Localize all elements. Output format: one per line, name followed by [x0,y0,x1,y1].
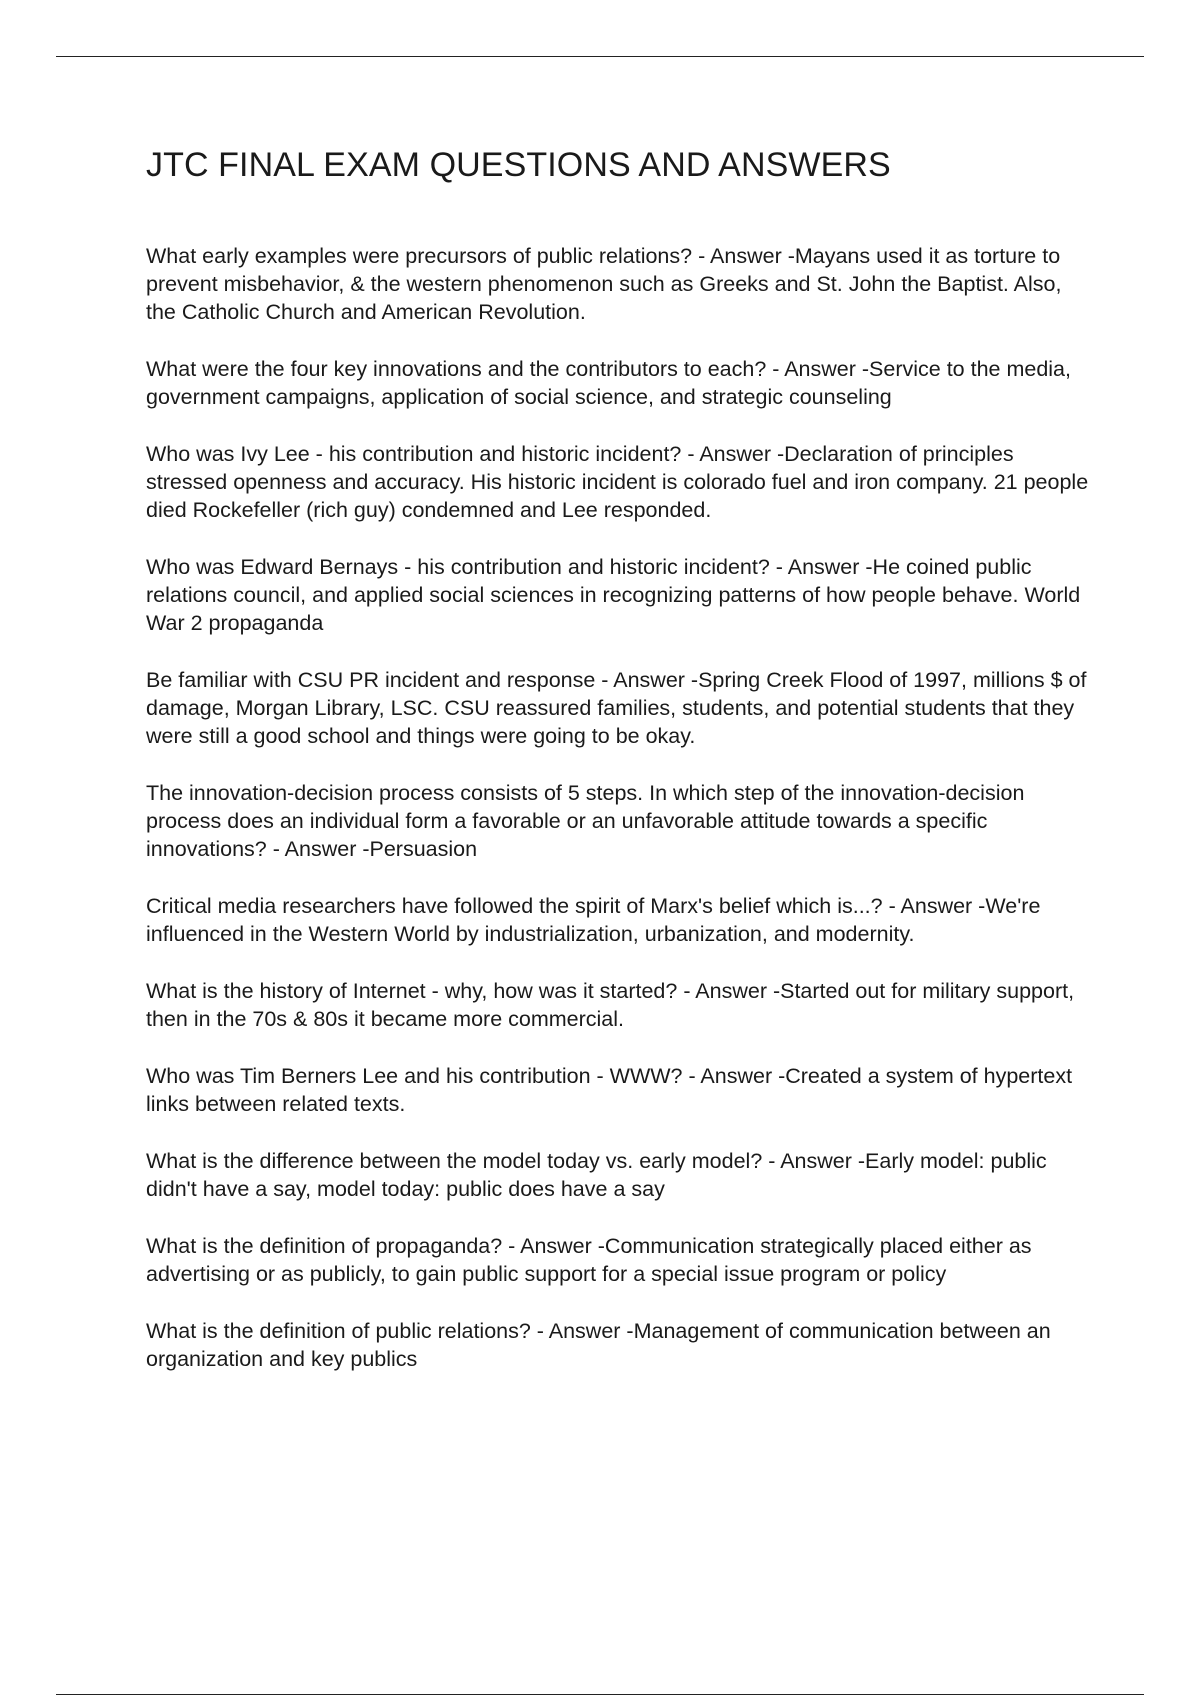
qa-list [146,242,1096,1402]
qa-item [146,553,1096,637]
question-text: What is the difference between the model today vs. early model? - [146,1149,781,1173]
qa-item [146,779,1096,863]
qa-item [146,666,1096,750]
question-text: What is the history of Internet - why, how was it started? - [146,979,696,1003]
answer-text: Answer -Spring Creek Flood of 1997, millions $ of damage, Morgan Library, LSC. CSU reassured families, students, and potential students that they were still a good school and things were going to be okay. [146,668,1087,748]
answer-text: Answer -Declaration of principles stressed openness and accuracy. His historic incident is colorado fuel and iron company. 21 people died Rockefeller (rich guy) condemned and Lee responded. [146,442,1089,522]
question-text: What early examples were precursors of public relations? - [146,244,711,268]
qa-item [146,1317,1096,1373]
answer-text: Answer -We're influenced in the Western World by industrialization, urbanization, and modernity. [146,894,1041,946]
page-title: JTC FINAL EXAM QUESTIONS AND ANSWERS [146,146,891,184]
qa-item [146,977,1096,1033]
question-text: What were the four key innovations and the contributors to each? - [146,357,785,381]
answer-text: Answer -Early model: public didn't have a say, model today: public does have a say [146,1149,1047,1201]
question-text: The innovation-decision process consists of 5 steps. In which step of the innovation-decision process does an individual form a favorable or an unfavorable attitude towards a specific innovations? - [146,781,1025,861]
top-rule [56,56,1144,57]
question-text: Who was Ivy Lee - his contribution and historic incident? - [146,442,700,466]
question-text: Who was Edward Bernays - his contribution and historic incident? - [146,555,788,579]
answer-text: Answer -He coined public relations council, and applied social sciences in recognizing patterns of how people behave. World War 2 propaganda [146,555,1081,635]
qa-item [146,1147,1096,1203]
answer-text: Answer -Started out for military support, then in the 70s & 80s it became more commercial. [146,979,1075,1031]
qa-item [146,440,1096,524]
qa-item [146,1062,1096,1118]
answer-text: Answer -Communication strategically placed either as advertising or as publicly, to gain public support for a special issue program or policy [146,1234,1032,1286]
question-text: What is the definition of public relations? - [146,1319,549,1343]
qa-item [146,892,1096,948]
question-text: Critical media researchers have followed the spirit of Marx's belief which is...? - [146,894,901,918]
bottom-rule [56,1694,1144,1695]
qa-item [146,242,1096,326]
question-text: Who was Tim Berners Lee and his contribution - WWW? - [146,1064,701,1088]
answer-text: Answer -Service to the media, government campaigns, application of social science, and strategic counseling [146,357,1071,409]
question-text: Be familiar with CSU PR incident and response - [146,668,614,692]
answer-text: Answer -Persuasion [284,837,478,861]
question-text: What is the definition of propaganda? - [146,1234,521,1258]
answer-text: Answer -Management of communication between an organization and key publics [146,1319,1051,1371]
qa-item [146,355,1096,411]
qa-item [146,1232,1096,1288]
answer-text: Answer -Mayans used it as torture to prevent misbehavior, & the western phenomenon such as Greeks and St. John the Baptist. Also, the Catholic Church and American Revolution. [146,244,1062,324]
answer-text: Answer -Created a system of hypertext links between related texts. [146,1064,1073,1116]
